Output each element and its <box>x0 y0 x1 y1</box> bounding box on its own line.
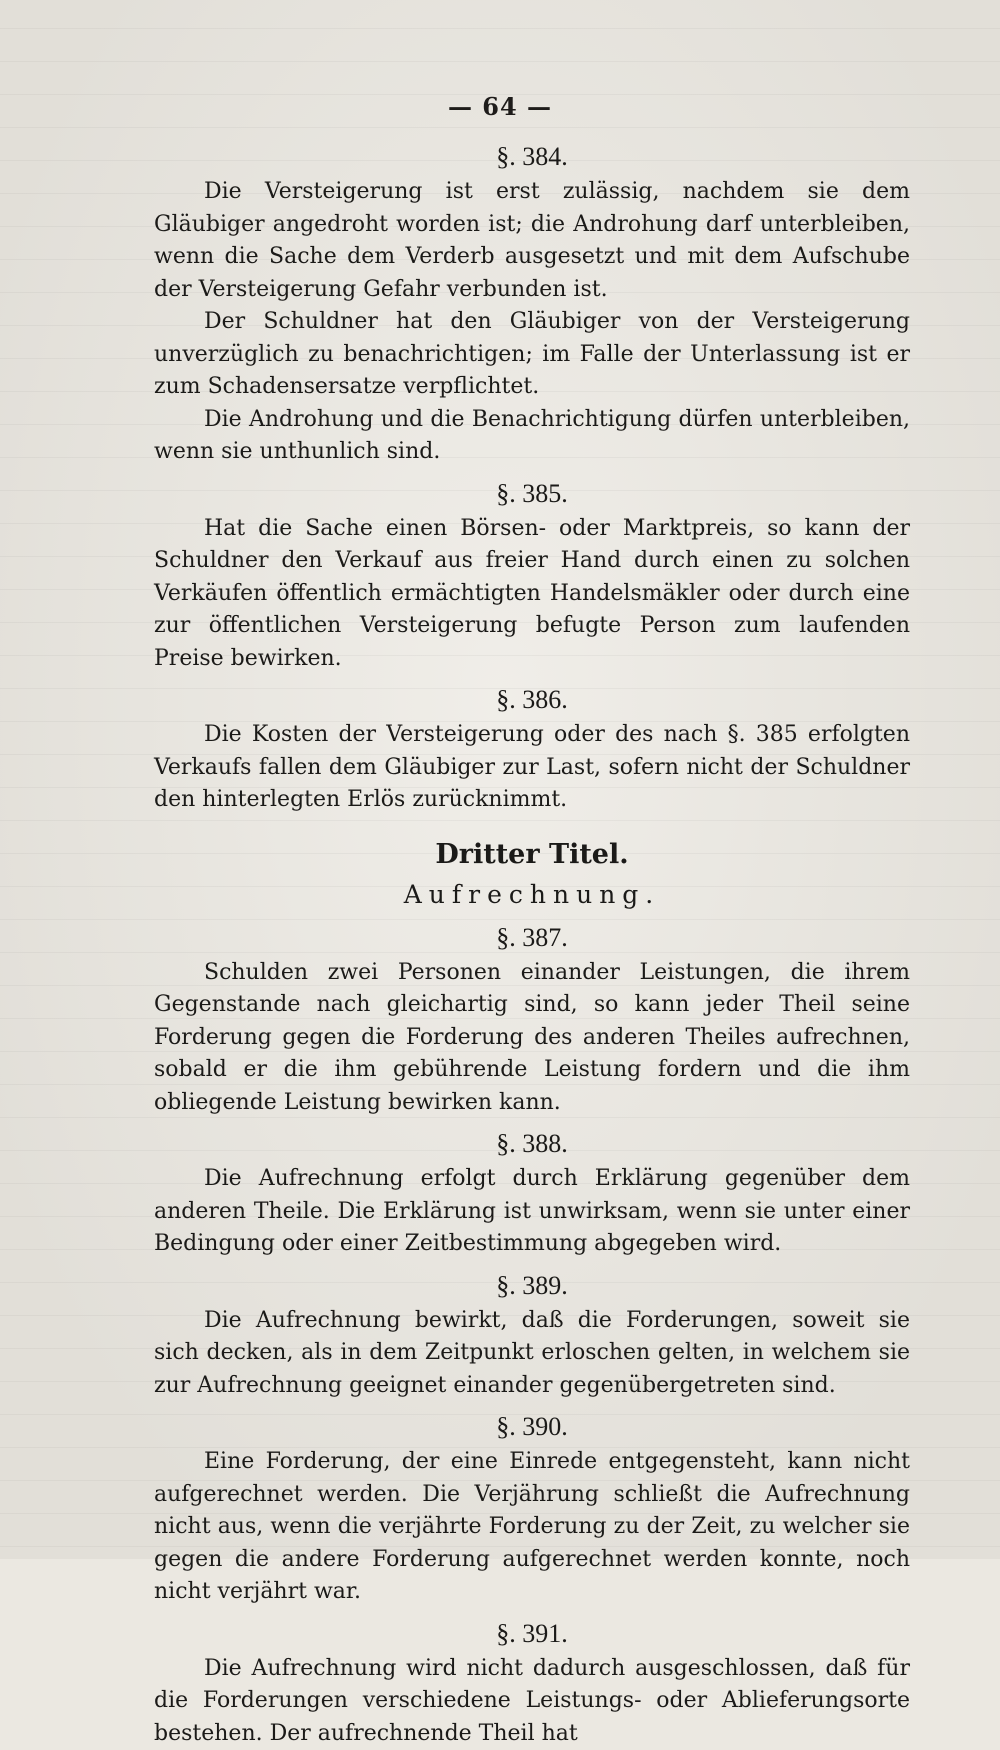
page-number: — 64 — <box>0 92 1000 121</box>
section-heading: §. 389. <box>154 1269 910 1303</box>
paragraph: Die Aufrechnung erfolgt durch Erklärung gegenüber dem anderen Theile. Die Erklärung ist unwirksam, wenn sie unter einer Bedingung oder einer Zeitbestimmung abgegeben wird. <box>154 1163 910 1261</box>
paragraph: Hat die Sache einen Börsen- oder Marktpreis, so kann der Schuldner den Verkauf aus freier Hand durch einen zu solchen Verkäufen öffentlich ermächtigten Handelsmäkler oder durch eine zur öffentlichen Versteigerung befugte Person zum laufenden Preise bewirken. <box>154 513 910 676</box>
paragraph: Die Kosten der Versteigerung oder des nach §. 385 erfolgten Verkaufs fallen dem Gläubiger zur Last, sofern nicht der Schuldner den hinterlegten Erlös zurücknimmt. <box>154 719 910 817</box>
title-heading: Dritter Titel. <box>154 835 910 875</box>
paragraph: Die Aufrechnung wird nicht dadurch ausgeschlossen, daß für die Forderungen verschiedene Leistungs- oder Ablieferungsorte bestehen. Der aufrechnende Theil hat <box>154 1653 910 1750</box>
section-heading: §. 387. <box>154 921 910 955</box>
section-heading: §. 384. <box>154 140 910 174</box>
section-heading: §. 391. <box>154 1617 910 1651</box>
paragraph: Die Aufrechnung bewirkt, daß die Forderungen, soweit sie sich decken, als in dem Zeitpunkt erloschen gelten, in welchem sie zur Aufrechnung geeignet einander gegenübergetreten sind. <box>154 1305 910 1403</box>
section-389 <box>154 1269 910 1403</box>
paragraph: Eine Forderung, der eine Einrede entgegensteht, kann nicht aufgerechnet werden. Die Verjährung schließt die Aufrechnung nicht aus, wenn die verjährte Forderung zu der Zeit, zu welcher sie gegen die andere Forderung aufgerechnet werden konnte, noch nicht verjährt war. <box>154 1446 910 1609</box>
section-385 <box>154 477 910 676</box>
section-387 <box>154 921 910 1120</box>
section-heading: §. 388. <box>154 1127 910 1161</box>
paragraph: Schulden zwei Personen einander Leistungen, die ihrem Gegenstande nach gleichartig sind, so kann jeder Theil seine Forderung gegen die Forderung des anderen Theiles aufrechnen, sobald er die ihm gebührende Leistung fordern und die ihm obliegende Leistung bewirken kann. <box>154 957 910 1120</box>
section-heading: §. 385. <box>154 477 910 511</box>
section-388 <box>154 1127 910 1261</box>
paragraph: Die Versteigerung ist erst zulässig, nachdem sie dem Gläubiger angedroht worden ist; die Androhung darf unterbleiben, wenn die Sache dem Verderb ausgesetzt und mit dem Aufschube der Versteigerung Gefahr verbunden ist. <box>154 176 910 306</box>
section-386 <box>154 683 910 817</box>
title-block <box>154 835 910 915</box>
section-384 <box>154 140 910 469</box>
title-subheading: Aufrechnung. <box>154 875 910 915</box>
section-heading: §. 386. <box>154 683 910 717</box>
paragraph: Die Androhung und die Benachrichtigung dürfen unterbleiben, wenn sie unthunlich sind. <box>154 404 910 469</box>
section-390 <box>154 1410 910 1609</box>
section-heading: §. 390. <box>154 1410 910 1444</box>
section-391 <box>154 1617 910 1750</box>
paragraph: Der Schuldner hat den Gläubiger von der Versteigerung unverzüglich zu benachrichtigen; im Falle der Unterlassung ist er zum Schadensersatze verpflichtet. <box>154 306 910 404</box>
page-body <box>154 140 910 1750</box>
